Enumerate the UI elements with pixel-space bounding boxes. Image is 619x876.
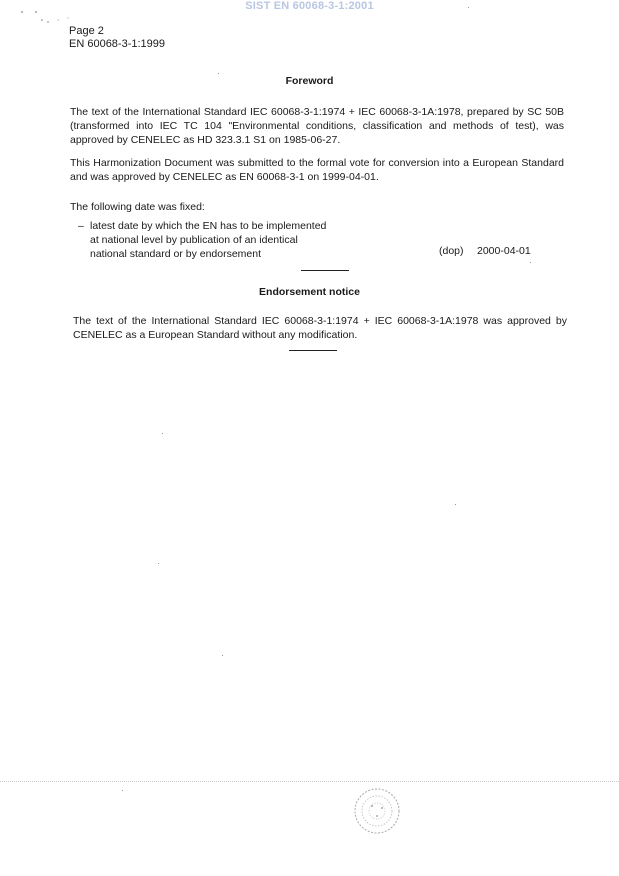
stamp-seal-icon [352,786,402,836]
page-header [69,25,165,51]
endorsement-title: Endorsement notice [259,286,360,298]
date-item-text: latest date by which the EN has to be implemented at national level by publication of an identical national standard or by endorsement [90,220,327,260]
page-number: Page 2 [69,25,104,37]
section-divider [301,270,349,271]
document-id: EN 60068-3-1:1999 [69,38,166,50]
end-divider [289,350,337,351]
endorsement-text: The text of the International Standard IEC 60068-3-1:1974 + IEC 60068-3-1A:1978 was approved by CENELEC as a European Standard without any modification. [73,315,567,341]
scan-speck [162,433,163,434]
scan-speck [468,7,469,8]
scan-border-line [0,781,619,783]
watermark: SIST EN 60068-3-1:2001 [245,0,374,12]
dates-intro: The following date was fixed: [70,201,205,213]
scan-speck [158,563,159,564]
scan-speck [455,504,456,505]
date-item-value: 2000-04-01 [477,245,531,257]
foreword-title: Foreword [285,75,334,87]
foreword-paragraph-2: This Harmonization Document was submitted to the formal vote for conversion into a European Standard and was approved by CENELEC as EN 60068-3-1 on 1999-04-01. [70,157,564,183]
scan-speck [122,790,123,791]
date-item-label: (dop) [439,245,464,257]
list-dash: – [78,220,84,232]
scan-speck [218,73,219,74]
scan-speck [222,655,223,656]
scan-speck [530,262,531,263]
foreword-paragraph-1: The text of the International Standard IEC 60068-3-1:1974 + IEC 60068-3-1A:1978, prepared by SC 50B (transformed into IEC TC 104 "Environmental conditions, classification and methods of test), was approved by CENELEC as HD 323.3.1 S1 on 1985-06-27. [70,106,564,146]
scan-marks [20,8,80,26]
